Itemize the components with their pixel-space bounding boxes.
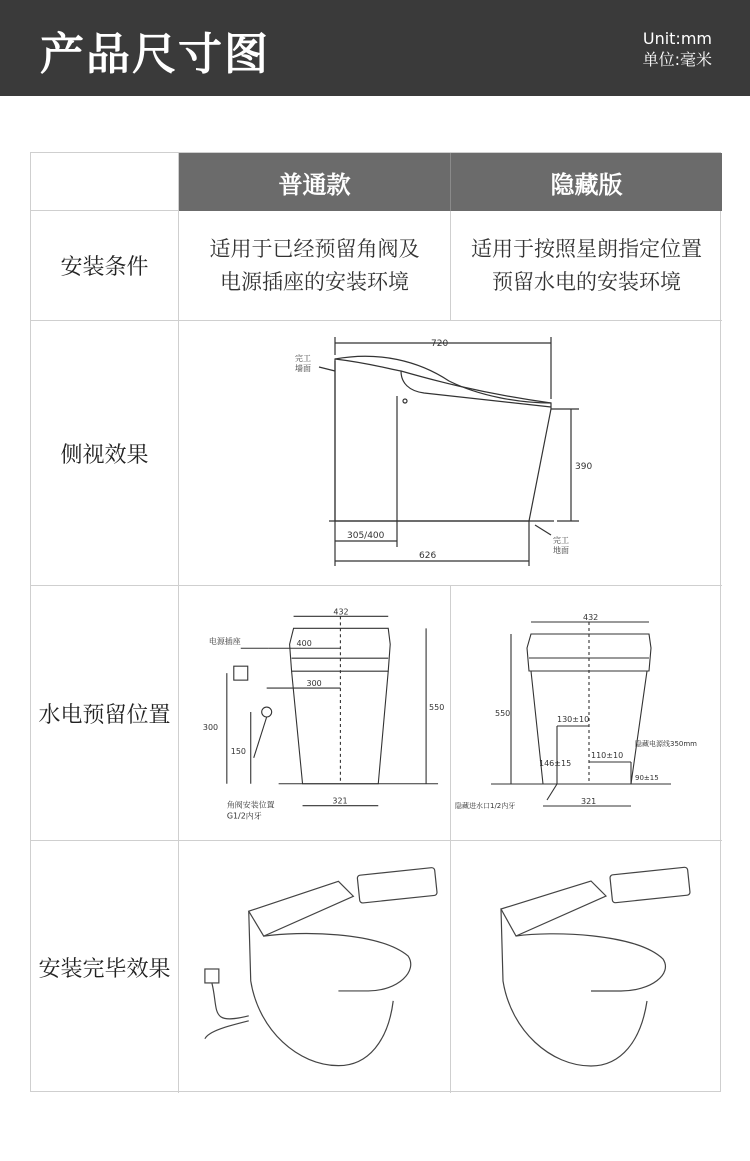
condition-line: 预留水电的安装环境: [492, 269, 681, 294]
row-label-finished: 安装完毕效果: [31, 841, 179, 1093]
dim-valve-height-label: 150: [230, 746, 247, 756]
col-header-standard: 普通款: [179, 153, 451, 211]
page-header: [0, 0, 750, 96]
water-inlet-label: 隐藏进水口1/2内牙: [455, 801, 516, 810]
unit-cn: 单位:毫米: [642, 50, 712, 69]
socket-label: 电源插座: [208, 636, 241, 646]
water-electric-standard-cell: [179, 586, 451, 841]
finished-hidden-drawing: [451, 841, 722, 1093]
dim-146-label: 146±15: [539, 758, 572, 768]
row-label-install-condition: 安装条件: [31, 211, 179, 321]
dim-390-label: 390: [575, 461, 593, 472]
page-title: 产品尺寸图: [40, 29, 270, 80]
water-electric-hidden-cell: [451, 586, 722, 841]
condition-line: 适用于已经预留角阀及: [209, 236, 420, 261]
row-label-side-view: 侧视效果: [31, 321, 179, 586]
dim-626-label: 626: [419, 550, 437, 561]
condition-line: 适用于按照星朗指定位置: [471, 236, 702, 261]
remote-control: [610, 867, 690, 903]
corner-cell: [31, 153, 179, 211]
floor-leader: [535, 525, 551, 535]
floor-label: 地面: [553, 545, 569, 555]
hose: [205, 1021, 249, 1039]
floor-label: 完工: [553, 535, 569, 545]
socket-box: [234, 666, 248, 680]
power-cord: [212, 983, 249, 1019]
dim-400-label: 400: [296, 638, 312, 648]
dim-432-label: 432: [583, 612, 599, 622]
power-label: 隐藏电源线350mm: [635, 739, 697, 748]
dim-432-label: 432: [333, 606, 349, 616]
water-leader: [547, 784, 557, 800]
unit-note: [643, 28, 712, 70]
dim-321-label: 321: [332, 796, 348, 806]
water-electric-hidden-drawing: [451, 586, 722, 841]
install-condition-hidden: [451, 211, 722, 321]
seat-lid: [264, 934, 411, 991]
button-dot: [403, 399, 407, 403]
valve-leader: [254, 716, 267, 757]
toilet-body: [249, 911, 393, 1065]
dim-90-label: 90±15: [635, 773, 659, 782]
toilet-side-body: [335, 356, 551, 521]
install-condition-standard: [179, 211, 451, 321]
wall-leader: [319, 367, 335, 371]
dim-socket-height-label: 300: [202, 722, 219, 732]
seat-lid: [516, 934, 665, 991]
spec-table: [30, 152, 721, 1092]
condition-line: 电源插座的安装环境: [220, 269, 409, 294]
dim-550-label: 550: [429, 702, 445, 712]
valve-label: 角阀安装位置: [226, 800, 275, 810]
row-label-water-electric: 水电预留位置: [31, 586, 179, 841]
wall-label: 墙面: [295, 363, 311, 373]
finished-standard-cell: [179, 841, 451, 1093]
finished-hidden-cell: [451, 841, 722, 1093]
side-view-cell: [179, 321, 722, 586]
tank-top: [501, 881, 606, 936]
dim-110-label: 110±10: [591, 750, 624, 760]
dim-321-label: 321: [581, 796, 597, 806]
tank-top: [249, 881, 354, 936]
dim-300-label: 300: [306, 678, 322, 688]
dim-550-label: 550: [495, 708, 511, 718]
wall-label: 完工: [295, 353, 311, 363]
side-view-drawing: [179, 321, 722, 586]
valve-label: G1/2内牙: [226, 811, 262, 821]
toilet-lid-line: [335, 359, 551, 403]
remote-control: [357, 867, 437, 903]
socket-plug: [205, 969, 219, 983]
unit-en: Unit:mm: [642, 29, 712, 48]
valve-circle: [262, 707, 272, 717]
dim-720-label: 720: [431, 338, 449, 349]
dim-305-label: 305/400: [347, 530, 385, 541]
finished-standard-drawing: [179, 841, 450, 1093]
col-header-hidden: 隐藏版: [451, 153, 722, 211]
dim-130-label: 130±10: [557, 714, 590, 724]
water-electric-standard-drawing: [179, 586, 450, 841]
